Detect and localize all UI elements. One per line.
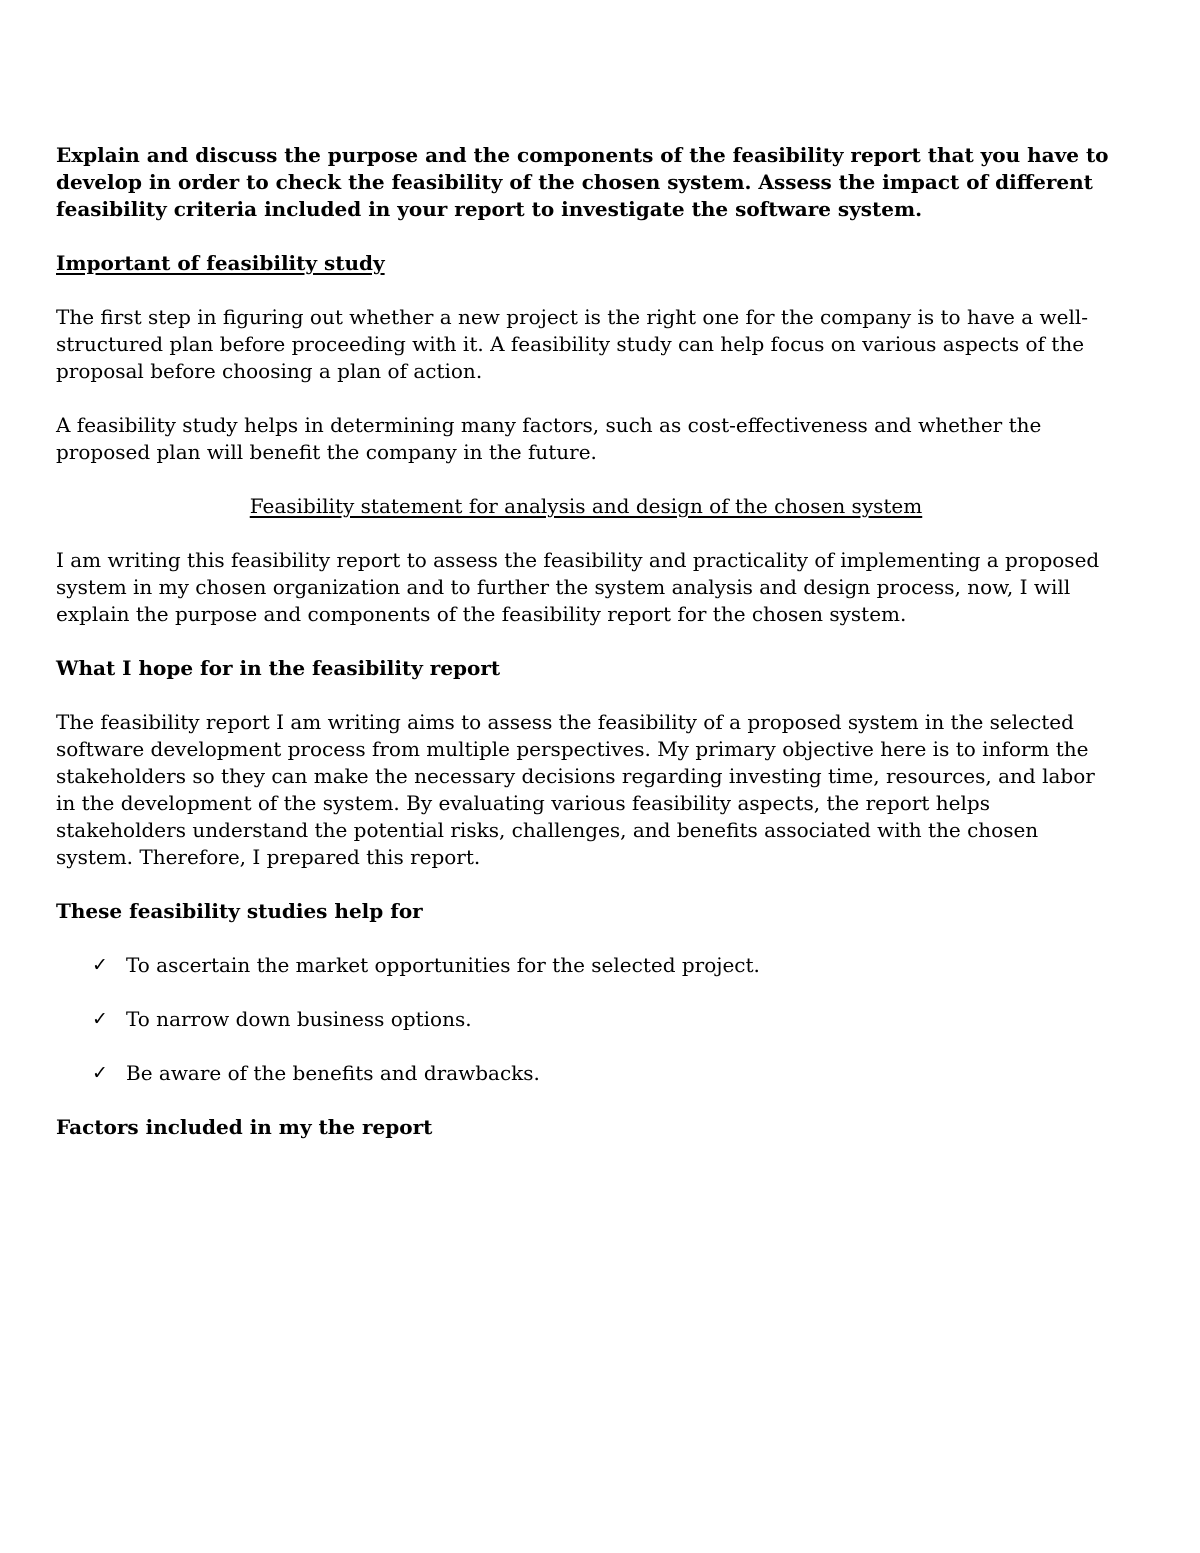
heading-hope: What I hope for in the feasibility report xyxy=(56,656,501,680)
paragraph-3: I am writing this feasibility report to assess the feasibility and practicality of implementing a proposed system in my chosen organization and to further the system analysis and design process, now, I will explain the purpose and components of the feasibility report for the chosen system. xyxy=(56,548,1100,626)
heading-help: These feasibility studies help for xyxy=(56,899,423,923)
check-mark-icon: ✓ xyxy=(92,1062,108,1084)
document-page xyxy=(56,142,1116,1168)
paragraph-1: The first step in figuring out whether a new project is the right one for the company is to have a well-structured plan before proceeding with it. A feasibility study can help focus on various aspects of the proposal before choosing a plan of action. xyxy=(56,305,1089,383)
list-item xyxy=(56,1060,1116,1087)
list-item-text: To narrow down business options. xyxy=(126,1007,472,1031)
check-mark-icon: ✓ xyxy=(92,1008,108,1030)
question-text: Explain and discuss the purpose and the components of the feasibility report that you have to develop in order to check the feasibility of the chosen system. Assess the impact of different feasibility criteria included in your report to investigate the software system. xyxy=(56,143,1109,221)
paragraph-2: A feasibility study helps in determining many factors, such as cost-effectiveness and whether the proposed plan will benefit the company in the future. xyxy=(56,413,1042,464)
check-mark-icon: ✓ xyxy=(92,954,108,976)
heading-importance: Important of feasibility study xyxy=(56,251,385,275)
paragraph-4: The feasibility report I am writing aims to assess the feasibility of a proposed system in the selected software development process from multiple perspectives. My primary objective here is to inform the stakeholders so they can make the necessary decisions regarding investing time, resources, and labor in the development of the system. By evaluating various feasibility aspects, the report helps stakeholders understand the potential risks, challenges, and benefits associated with the chosen system. Therefore, I prepared this report. xyxy=(56,710,1095,869)
list-item xyxy=(56,1006,1116,1033)
heading-factors: Factors included in my the report xyxy=(56,1115,433,1139)
list-item xyxy=(56,952,1116,979)
list-item-text: To ascertain the market opportunities for the selected project. xyxy=(126,953,760,977)
heading-statement: Feasibility statement for analysis and design of the chosen system xyxy=(249,494,923,518)
list-item-text: Be aware of the benefits and drawbacks. xyxy=(126,1061,540,1085)
checklist xyxy=(56,952,1116,1087)
